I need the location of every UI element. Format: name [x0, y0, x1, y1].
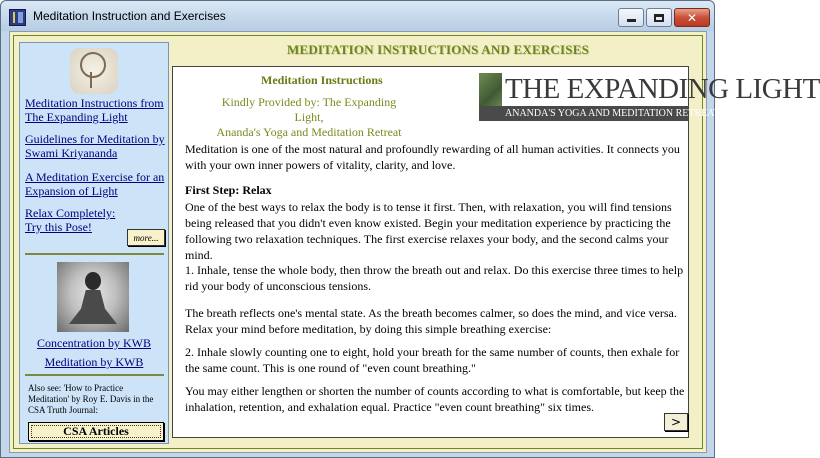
more-button[interactable]: more... [127, 229, 165, 246]
step-two-paragraph: 2. Inhale slowly counting one to eight, hold your breath for the same number of counts, then exhale for the same count. This is one round of "even count breathing." [185, 345, 680, 375]
sidebar-link-line: Meditation Instructions from [25, 96, 164, 110]
sidebar-link-line: The Expanding Light [25, 110, 128, 124]
title-bar[interactable] [1, 1, 714, 31]
counts-paragraph: You may either lengthen or shorten the number of counts according to what is comfortable, but keep the inhalation, retention, and exhalation equal. Practice "even count breathing" six times. [185, 384, 685, 414]
meditation-kwb-link[interactable]: Meditation by KWB [44, 355, 144, 369]
minimize-button[interactable] [618, 8, 644, 27]
client-frame [13, 35, 820, 449]
first-step-heading: First Step: Relax [185, 183, 272, 197]
sidebar [19, 42, 169, 444]
sidebar-link-line: Expansion of Light [25, 184, 118, 198]
client-area [9, 31, 820, 453]
next-page-button[interactable]: > [664, 413, 688, 431]
sidebar-link-line: Guidelines for Meditation by [25, 132, 165, 146]
also-see-text: Also see: 'How to Practice Meditation' by Roy E. Davis in the CSA Truth Journal: [28, 383, 154, 415]
concentration-kwb-link[interactable]: Concentration by KWB [37, 336, 151, 350]
app-book-icon [9, 9, 26, 26]
banner-title: THE EXPANDING LIGHT [505, 73, 820, 105]
meditation-logo [70, 48, 118, 94]
sidebar-link-relax-pose[interactable] [25, 206, 115, 234]
sidebar-divider [25, 374, 164, 376]
maximize-button[interactable] [646, 8, 672, 27]
sidebar-link-line: Relax Completely: [25, 206, 116, 220]
credit-text [209, 95, 409, 140]
sidebar-link-line: A Meditation Exercise for an [25, 170, 165, 184]
sidebar-link-expanding-light[interactable] [25, 96, 164, 124]
csa-articles-button[interactable] [28, 422, 164, 441]
intro-paragraph: Meditation is one of the most natural and profoundly rewarding of all human activities. It connects you with your own inner powers of vitality, clarity, and love. [185, 142, 680, 172]
credit-line: Kindly Provided by: The Expanding Light, [221, 95, 397, 124]
content-panel [172, 66, 820, 438]
credit-line: Ananda's Yoga and Meditation Retreat [216, 125, 402, 139]
sidebar-link-line: Swami Kriyananda [25, 146, 118, 160]
maximize-icon [654, 14, 664, 22]
page-title: MEDITATION INSTRUCTIONS AND EXERCISES [286, 42, 589, 57]
sidebar-link-line: Try this Pose! [25, 220, 92, 234]
content-scroll-area[interactable] [173, 67, 820, 414]
window-title: Meditation Instruction and Exercises [33, 9, 226, 23]
close-icon: ✕ [686, 10, 698, 25]
breath-paragraph: The breath reflects one's mental state. As the breath becomes calmer, so does the mind, and vice versa. Relax your mind before meditation, by doing this simple breathing exercise: [185, 306, 677, 336]
relax-paragraph: One of the best ways to relax the body is to tense it first. Then, with relaxation, you will find tensions being released that you didn't even know existed. Begin your meditation experience by practicing the following two relaxation techniques. The first exercise relaxes your body, and the second calms your mind. [185, 200, 672, 262]
step-one-paragraph: 1. Inhale, tense the whole body, then throw the breath out and relax. Do this exercise three times to help rid your body of unconscious tensions. [185, 263, 684, 293]
sidebar-divider [25, 253, 164, 255]
banner-subtitle: ANANDA'S YOGA AND MEDITATION RETREAT [479, 106, 688, 121]
yoga-pose-photo [57, 262, 129, 332]
minimize-icon [627, 19, 636, 22]
instructions-heading: Meditation Instructions [261, 73, 383, 87]
sidebar-link-expansion-of-light[interactable] [25, 170, 164, 198]
expanding-light-banner [479, 73, 820, 121]
csa-articles-label: CSA Articles [63, 424, 129, 438]
close-button[interactable] [674, 8, 710, 27]
sidebar-link-kriyananda[interactable] [25, 132, 165, 160]
